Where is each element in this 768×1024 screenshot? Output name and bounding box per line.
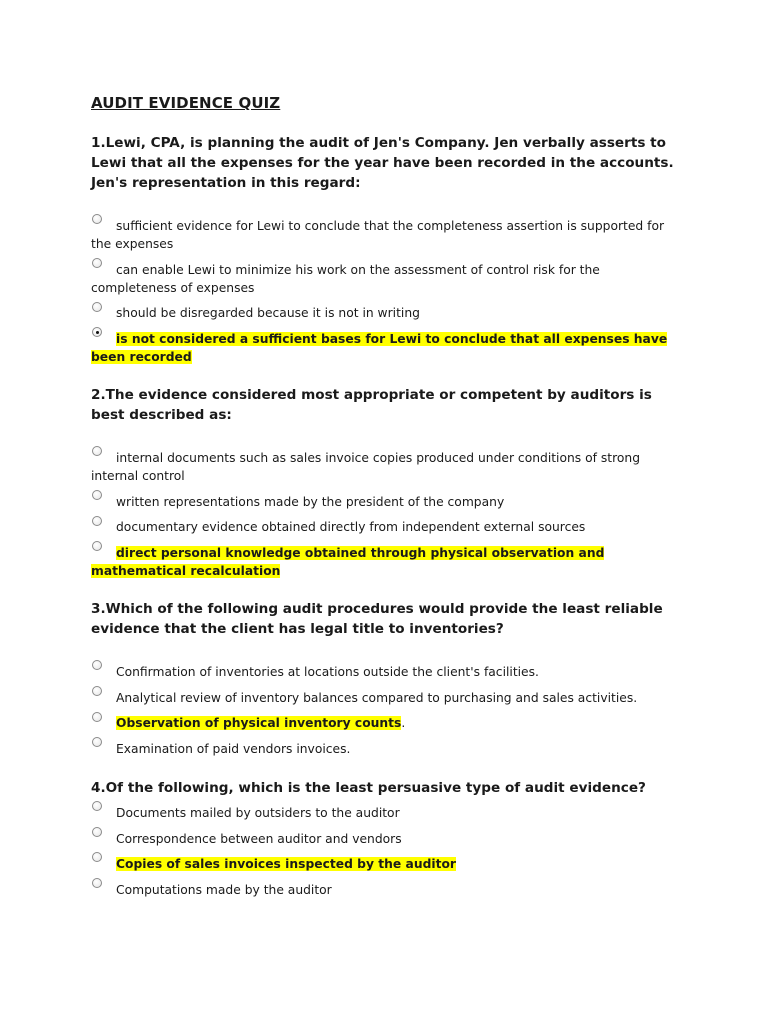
highlighted-answer: Observation of physical inventory counts [116, 716, 402, 730]
option-q3-a: Confirmation of inventories at locations outside the client's facilities. [116, 665, 539, 679]
option-q4-a: Documents mailed by outsiders to the auditor [116, 806, 400, 820]
option-q1-b: can enable Lewi to minimize his work on the assessment of control risk for the completeness of expenses [91, 263, 600, 295]
question-1: 1.Lewi, CPA, is planning the audit of Jen's Company. Jen verbally asserts to Lewi that all the expenses for the year have been recorded in the accounts. Jen's representation in this regard: [91, 135, 674, 191]
option-q3-d: Examination of paid vendors invoices. [116, 742, 351, 756]
option-q4-c-answer [91, 855, 671, 873]
option-q2-c: documentary evidence obtained directly from independent external sources [116, 520, 586, 534]
option-q3-b: Analytical review of inventory balances compared to purchasing and sales activities. [116, 691, 638, 705]
option-q1-a: sufficient evidence for Lewi to conclude that the completeness assertion is supported for the expenses [91, 219, 665, 251]
question-4: 4.Of the following, which is the least persuasive type of audit evidence? [91, 780, 646, 796]
question-3: 3.Which of the following audit procedures would provide the least reliable evidence that the client has legal title to inventories? [91, 601, 663, 637]
option-q2-d-answer [91, 544, 671, 580]
option-q1-c: should be disregarded because it is not in writing [116, 306, 420, 320]
option-q4-b: Correspondence between auditor and vendors [116, 832, 402, 846]
highlighted-answer: Copies of sales invoices inspected by the auditor [116, 857, 456, 871]
quiz-title: AUDIT EVIDENCE QUIZ [91, 94, 281, 112]
option-q2-a: internal documents such as sales invoice copies produced under conditions of strong internal control [91, 451, 640, 483]
highlighted-answer: direct personal knowledge obtained through physical observation and mathematical recalculation [91, 546, 605, 578]
highlighted-answer: is not considered a sufficient bases for Lewi to conclude that all expenses have been recorded [91, 332, 668, 364]
option-q3-c-answer: Observation of physical inventory counts. [116, 716, 406, 730]
question-2: 2.The evidence considered most appropriate or competent by auditors is best described as: [91, 387, 652, 423]
option-q1-d-answer [91, 330, 671, 366]
option-q2-b: written representations made by the president of the company [116, 495, 505, 509]
option-q4-d: Computations made by the auditor [116, 883, 332, 897]
